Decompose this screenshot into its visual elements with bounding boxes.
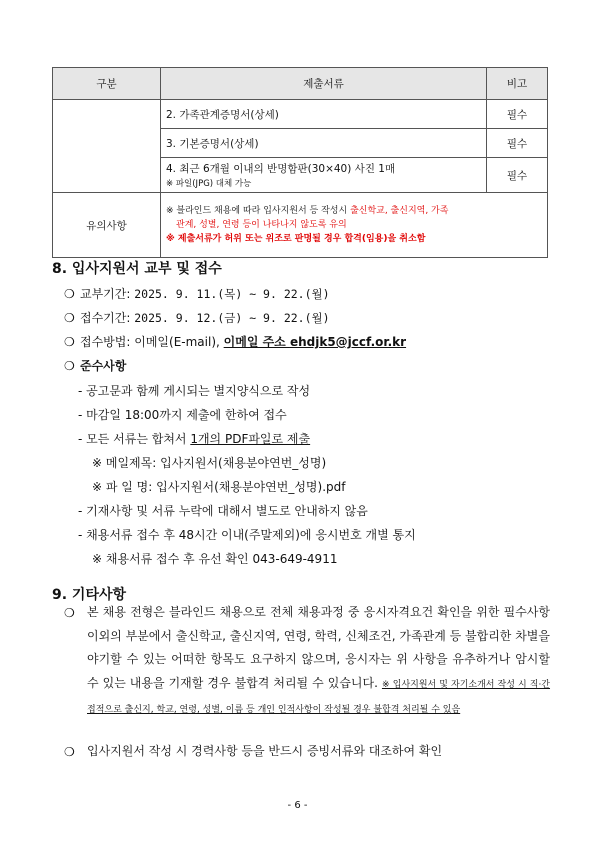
list-item: [64, 309, 330, 326]
caution-content: [161, 193, 548, 258]
blind-hiring-paragraph: [87, 601, 550, 723]
rule-item: - 기재사항 및 서류 누락에 대해서 별도로 안내하지 않음: [78, 504, 368, 518]
circle-bullet-icon: ❍: [64, 287, 75, 301]
circle-bullet-icon: ❍: [64, 335, 75, 349]
remark-cell: 필수: [487, 100, 548, 129]
pdf-underline-text: 1개의 PDF파일로 제출: [190, 432, 311, 446]
paragraph-note: ※ 입사지원서 및 자기소개서 작성 시 직·간접적으로 출신지, 학교, 연령, 성별, 이름 등 개인 인적사항이 작성될 경우 불합격 처리될 수 있음: [87, 679, 551, 715]
circle-bullet-icon: ❍: [64, 745, 75, 759]
header-documents: 제출서류: [161, 68, 487, 100]
email-link[interactable]: ehdjk5@jccf.or.kr: [289, 335, 407, 349]
caution-label: 유의사항: [53, 193, 161, 258]
verification-paragraph: 입사지원서 작성 시 경력사항 등을 반드시 증빙서류와 대조하여 확인: [87, 744, 443, 758]
section8-title: 8. 입사지원서 교부 및 접수: [52, 261, 222, 277]
header-remarks: 비고: [487, 68, 548, 100]
caution-line3: ※ 제출서류가 허위 또는 위조로 판명될 경우 합격(임용)을 취소함: [166, 233, 426, 244]
section9-title: 9. 기타사항: [52, 587, 127, 603]
doc-cell: 2. 가족관계증명서(상세): [161, 100, 487, 129]
doc-cell: [161, 158, 487, 193]
caution-line1-prefix: ※ 블라인드 채용에 따라 입사지원서 등 작성시: [166, 205, 351, 216]
empty-category-cell: [53, 100, 161, 193]
rule-item: - 채용서류 접수 후 48시간 이내(주말제외)에 응시번호 개별 통지: [78, 528, 416, 542]
caution-line2: 관계, 성별, 연령 등이 나타나지 않도록 유의: [176, 219, 347, 230]
list-item: [64, 285, 330, 302]
table-header-row: [53, 68, 548, 100]
item-value: 2025. 9. 11.(목) ~ 9. 22.(월): [134, 287, 330, 301]
item-value: 이메일(E-mail),: [134, 335, 224, 349]
page-number: - 6 -: [287, 800, 308, 811]
list-item: [64, 357, 126, 374]
remark-cell: 필수: [487, 158, 548, 193]
rule-item: ※ 채용서류 접수 후 유선 확인 043-649-4911: [92, 552, 338, 566]
documents-table: [52, 67, 548, 258]
paragraph-text: 본 채용 전형은 블라인드 채용으로 전체 채용과정 중 응시자격요건 확인을 위한 필수사항 이외의 부분에서 출신학교, 출신지역, 연령, 학력, 신체조건, 가족관계 등 불합리한 차별을 야기할 수 있는 어떠한 항목도 요구하지 않으며, 응시자는 위 사항을 유추하거나 암시할 수 있는 내용을 기재할 경우 불합격 처리될 수 있습니다.: [87, 605, 550, 690]
caution-line1-red: 출신학교, 출신지역, 가족: [350, 205, 449, 216]
rule-item: - 마감일 18:00까지 제출에 한하여 접수: [78, 408, 287, 422]
item-label: 준수사항: [80, 359, 127, 373]
circle-bullet-icon: ❍: [64, 311, 75, 325]
rule-item: [78, 430, 310, 447]
circle-bullet-icon: ❍: [64, 606, 75, 620]
table-row: [53, 100, 548, 129]
doc-cell: 3. 기본증명서(상세): [161, 129, 487, 158]
doc-text: 4. 최근 6개월 이내의 반명함판(30×40) 사진 1매: [166, 163, 396, 175]
rule-item: ※ 메일제목: 입사지원서(채용분야연번_성명): [92, 456, 327, 470]
rule-text: - 모든 서류는 합쳐서: [78, 432, 191, 446]
rule-item: ※ 파 일 명: 입사지원서(채용분야연번_성명).pdf: [92, 480, 346, 494]
item-label: 접수방법:: [80, 335, 135, 349]
item-label: 접수기간:: [80, 311, 135, 325]
list-item: [64, 333, 406, 350]
doc-subnote: ※ 파일(JPG) 대체 가능: [166, 179, 252, 189]
caution-row: [53, 193, 548, 258]
header-category: 구분: [53, 68, 161, 100]
item-value: 2025. 9. 12.(금) ~ 9. 22.(월): [134, 311, 330, 325]
circle-bullet-icon: ❍: [64, 359, 75, 373]
remark-cell: 필수: [487, 129, 548, 158]
item-label: 교부기간:: [80, 287, 135, 301]
rule-item: - 공고문과 함께 게시되는 별지양식으로 작성: [78, 384, 311, 398]
email-label: 이메일 주소: [223, 335, 290, 349]
